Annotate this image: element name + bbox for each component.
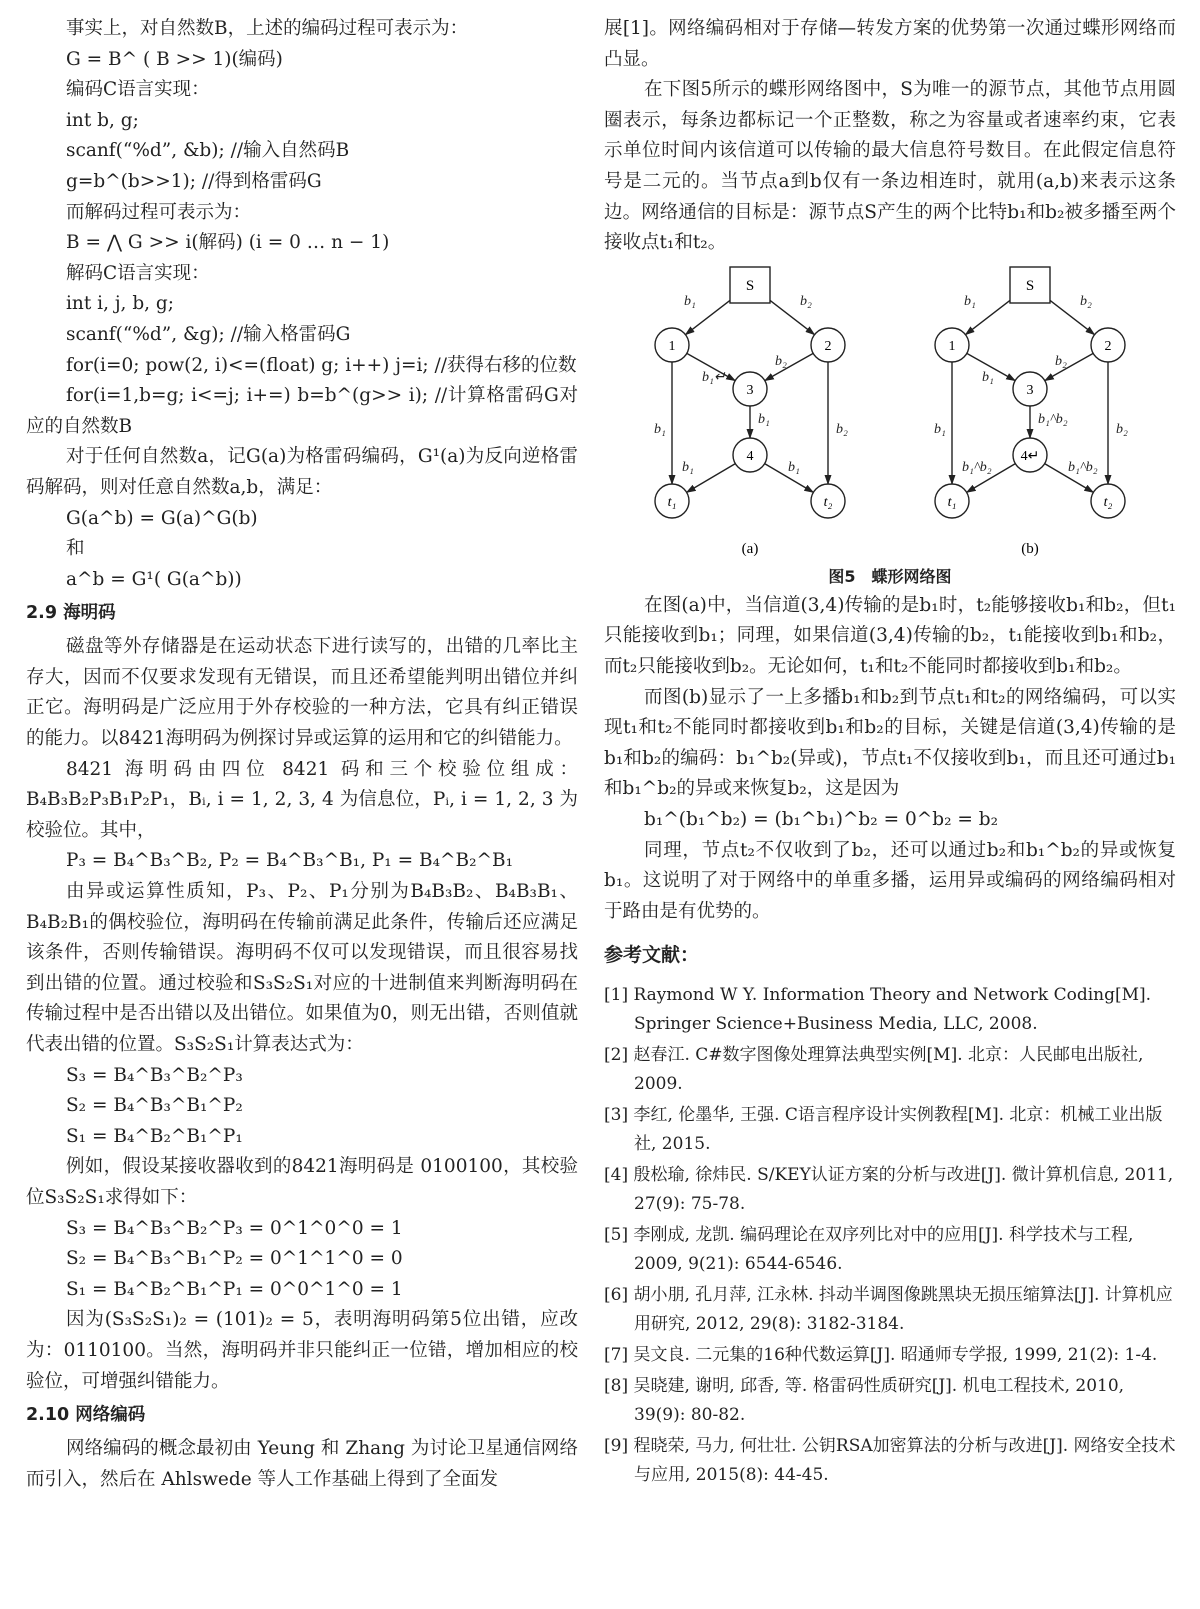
reference-item: [6] 胡小朋, 孔月萍, 江永林. 抖动半调图像跳黑块无损压缩算法[J]. 计算机应用研究, 2012, 29(8): 3182-3184. bbox=[604, 1285, 1173, 1335]
left-column bbox=[26, 14, 578, 1495]
formula-line: g=b^(b>>1); //得到格雷码G bbox=[66, 170, 322, 192]
butterfly-network-diagram bbox=[610, 263, 1170, 563]
node-label-3: 3 bbox=[746, 382, 754, 398]
paragraph: 例如，假设某接收器收到的8421海明码是 0100100，其校验位S₃S₂S₁求得如下： bbox=[26, 1156, 578, 1208]
sink-label-t1: t₁ bbox=[667, 494, 677, 510]
formula-line: scanf(“%d”, &g); //输入格雷码G bbox=[66, 323, 351, 345]
right-column-bottom-text bbox=[604, 591, 1176, 1491]
formula-line: S₁ = B₄^B₂^B₁^P₁ = 0^0^1^0 = 1 bbox=[66, 1278, 403, 1300]
edge-label-e2t2: b₂ bbox=[836, 421, 848, 437]
formula-line: scanf(“%d”, &b); //输入自然码B bbox=[66, 140, 350, 162]
section-heading: 2.9 海明码 bbox=[26, 603, 116, 624]
panel-label: (a) bbox=[741, 540, 759, 557]
paragraph: 磁盘等外存储器是在运动状态下进行读写的，出错的几率比主存大，因而不仅要求发现有无错误，而且还希望能判明出错位并纠正它。海明码是广泛应用于外存校验的一种方法，它具有纠正错误的能力。以8421海明码为例探讨异或运算的运用和它的纠错能力。 bbox=[26, 636, 578, 750]
node-label-1: 1 bbox=[668, 338, 676, 354]
sink-label-t2: t₂ bbox=[1103, 494, 1113, 510]
edge-label-e23: b₂ bbox=[1055, 353, 1067, 369]
reference-item: [1] Raymond W Y. Information Theory and Network Coding[M]. Springer Science+Business Media, LLC, 2008. bbox=[604, 985, 1152, 1035]
edge-label-e1t1: b₁ bbox=[654, 421, 666, 437]
paragraph: 同理，节点t₂不仅收到了b₂，还可以通过b₂和b₁^b₂的异或恢复b₁。这说明了对于网络中的单重多播，运用异或编码的网络编码相对于路由是有优势的。 bbox=[604, 839, 1176, 922]
edge-label-e4t1: b₁ bbox=[682, 459, 694, 475]
formula-line: 而解码过程可表示为： bbox=[66, 201, 252, 223]
formula-line: b₁^(b₁^b₂) = (b₁^b₁)^b₂ = 0^b₂ = b₂ bbox=[644, 808, 999, 830]
right-column bbox=[604, 14, 1176, 1492]
edge-e4t1 bbox=[687, 463, 736, 492]
source-node-label: S bbox=[1025, 277, 1035, 294]
node-label-2: 2 bbox=[824, 338, 832, 354]
reference-item: [3] 李红, 伦墨华, 王强. C语言程序设计实例教程[M]. 北京：机械工业出版社, 2015. bbox=[604, 1105, 1163, 1155]
formula-line: for(i=0; pow(2, i)<=(float) g; i++) j=i; //获得右移的位数 bbox=[66, 354, 577, 376]
node-label-3: 3 bbox=[1026, 382, 1034, 398]
panel-b bbox=[934, 267, 1128, 557]
edge-label-e2t2: b₂ bbox=[1116, 421, 1128, 437]
paragraph: 展[1]。网络编码相对于存储—转发方案的优势第一次通过蝶形网络而凸显。 bbox=[604, 18, 1176, 70]
formula-line: S₁ = B₄^B₂^B₁^P₁ bbox=[66, 1125, 243, 1147]
formula-line: 和 bbox=[66, 538, 85, 560]
paragraph: 网络编码的概念最初由 Yeung 和 Zhang 为讨论卫星通信网络而引入，然后在 Ahlswede 等人工作基础上得到了全面发 bbox=[26, 1438, 578, 1490]
edge-e23 bbox=[765, 353, 813, 380]
formula-line: S₂ = B₄^B₃^B₁^P₂ = 0^1^1^0 = 0 bbox=[66, 1248, 403, 1270]
reference-item: [2] 赵春江. C#数字图像处理算法典型实例[M]. 北京：人民邮电出版社, 2009. bbox=[604, 1045, 1144, 1095]
edge-label-s1: b₁ bbox=[964, 293, 976, 309]
edge-label-e4t1: b₁^b₂ bbox=[962, 459, 992, 475]
reference-item: [8] 吴晓建, 谢明, 邱香, 等. 格雷码性质研究[J]. 机电工程技术, 2010, 39(9): 80-82. bbox=[604, 1376, 1125, 1426]
sink-label-t1: t₁ bbox=[947, 494, 957, 510]
reference-item: [4] 殷松瑜, 徐炜民. S/KEY认证方案的分析与改进[J]. 微计算机信息, 2011, 27(9): 75-78. bbox=[604, 1165, 1174, 1215]
formula-line: S₃ = B₄^B₃^B₂^P₃ = 0^1^0^0 = 1 bbox=[66, 1217, 403, 1239]
formula-line: int b, g; bbox=[66, 109, 139, 131]
figure-caption: 图5 蝶形网络图 bbox=[828, 566, 952, 586]
node-label-1: 1 bbox=[948, 338, 956, 354]
edge-label-e34: b₁ bbox=[758, 411, 770, 427]
edge-label-e4t2: b₁^b₂ bbox=[1068, 459, 1098, 475]
edge-label-e23: b₂ bbox=[775, 353, 787, 369]
formula-line: G = B^ ( B >> 1)(编码) bbox=[66, 48, 283, 70]
paragraph: 对于任何自然数a，记G(a)为格雷码编码，G¹(a)为反向逆格雷码解码，则对任意自然数a,b，满足： bbox=[26, 446, 578, 498]
paragraph: 事实上，对自然数B，上述的编码过程可表示为： bbox=[66, 18, 469, 39]
reference-item: [5] 李刚成, 龙凯. 编码理论在双序列比对中的应用[J]. 科学技术与工程, 2009, 9(21): 6544-6546. bbox=[604, 1225, 1134, 1275]
formula-line: 编码C语言实现： bbox=[66, 79, 210, 101]
edge-label-e13: b₁↵ bbox=[702, 369, 726, 385]
edge-label-e1t1: b₁ bbox=[934, 421, 946, 437]
formula-line: int i, j, b, g; bbox=[66, 293, 175, 315]
reference-item: [7] 吴文良. 二元集的16种代数运算[J]. 昭通师专学报, 1999, 21(2): 1-4. bbox=[604, 1345, 1158, 1366]
section-heading: 2.10 网络编码 bbox=[26, 1405, 146, 1426]
edge-label-e4t2: b₁ bbox=[788, 459, 800, 475]
source-node-label: S bbox=[745, 277, 755, 294]
node-label-4: 4↵ bbox=[1020, 448, 1040, 464]
formula-line: G(a^b) = G(a)^G(b) bbox=[66, 507, 258, 529]
sink-label-t2: t₂ bbox=[823, 494, 833, 510]
paragraph: 8421 海明码由四位 8421 码和三个校验位组成：B₄B₃B₂P₃B₁P₂P₁，Bᵢ, i = 1, 2, 3, 4 为信息位，Pᵢ, i = 1, 2, 3 为校验位。其中， bbox=[26, 758, 578, 841]
formula-line: B = ⋀ G >> i(解码) (i = 0 … n − 1) bbox=[66, 232, 390, 254]
right-column-top-text bbox=[604, 14, 1176, 259]
reference-item: [9] 程晓荣, 马力, 何壮壮. 公钥RSA加密算法的分析与改进[J]. 网络安全技术与应用, 2015(8): 44-45. bbox=[604, 1436, 1176, 1486]
figure-5 bbox=[604, 263, 1176, 589]
paragraph: 在图(a)中，当信道(3,4)传输的是b₁时，t₂能够接收b₁和b₂，但t₁只能接收到b₁；同理，如果信道(3,4)传输的b₂，t₁能接收到b₁和b₂，而t₂只能接收到b₂。无论如何，t₁和t₂不能同时都接收到b₁和b₂。 bbox=[604, 594, 1176, 677]
formula-line: a^b = G¹( G(a^b)) bbox=[66, 568, 242, 590]
paragraph: 在下图5所示的蝶形网络图中，S为唯一的源节点，其他节点用圆圈表示，每条边都标记一个正整数，称之为容量或者速率约束，它表示单位时间内该信道可以传输的最大信息符号数目。在此假定信息符号是二元的。当节点a到b仅有一条边相连时，就用(a,b)来表示这条边。网络通信的目标是：源节点S产生的两个比特b₁和b₂被多播至两个接收点t₁和t₂。 bbox=[604, 79, 1176, 254]
edge-label-s1: b₁ bbox=[684, 293, 696, 309]
edge-label-e34: b₁^b₂ bbox=[1038, 411, 1068, 427]
panel-a bbox=[654, 267, 848, 557]
paragraph: 因为(S₃S₂S₁)₂ = (101)₂ = 5，表明海明码第5位出错，应改为：0110100。当然，海明码并非只能纠正一位错，增加相应的校验位，可增强纠错能力。 bbox=[26, 1309, 578, 1392]
edge-e23 bbox=[1045, 353, 1093, 380]
panel-label: (b) bbox=[1021, 540, 1039, 557]
edge-label-s2: b₂ bbox=[1080, 293, 1092, 309]
formula-line: 解码C语言实现： bbox=[66, 262, 210, 284]
node-label-4: 4 bbox=[746, 448, 754, 464]
paragraph: 由异或运算性质知，P₃、P₂、P₁分别为B₄B₃B₂、B₄B₃B₁、B₄B₂B₁的偶校验位，海明码在传输前满足此条件，传输后还应满足该条件，否则传输错误。海明码不仅可以发现错误，而且很容易找到出错的位置。通过校验和S₃S₂S₁对应的十进制值来判断海明码在传输过程中是否出错以及出错位。如果值为0，则无出错，否则值就代表出错的位置。S₃S₂S₁计算表达式为： bbox=[26, 881, 578, 1055]
edge-label-e13: b₁ bbox=[982, 369, 994, 385]
paragraph: 而图(b)显示了一上多播b₁和b₂到节点t₁和t₂的网络编码，可以实现t₁和t₂不能同时都接收到b₁和b₂的目标，关键是信道(3,4)传输的是b₁和b₂的编码：b₁^b₂(异或)，节点t₁不仅接收到b₁，而且还可通过b₁和b₁^b₂的异或来恢复b₂，这是因为 bbox=[604, 686, 1176, 800]
formula-line: S₂ = B₄^B₃^B₁^P₂ bbox=[66, 1095, 243, 1117]
node-label-2: 2 bbox=[1104, 338, 1112, 354]
edge-label-s2: b₂ bbox=[800, 293, 812, 309]
formula-line: P₃ = B₄^B₃^B₂, P₂ = B₄^B₃^B₁, P₁ = B₄^B₂^B₁ bbox=[66, 850, 514, 872]
formula-line: S₃ = B₄^B₃^B₂^P₃ bbox=[66, 1064, 243, 1086]
paragraph: for(i=1,b=g; i<=j; i+=) b=b^(g>> i); //计算格雷码G对应的自然数B bbox=[26, 385, 578, 437]
references-heading: 参考文献： bbox=[604, 944, 700, 967]
